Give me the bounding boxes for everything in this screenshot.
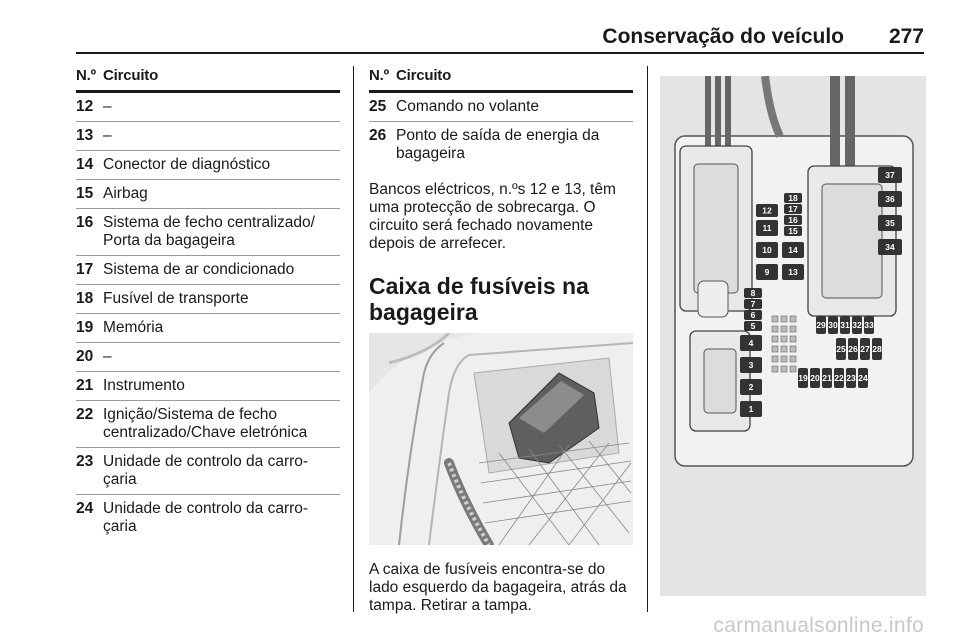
watermark: carmanualsonline.info — [713, 614, 924, 637]
circuit-name: Ignição/Sistema de fecho centralizado/Chave eletrónica — [103, 406, 308, 441]
fuse-label: 15 — [788, 226, 798, 236]
fuse-label: 34 — [885, 242, 895, 252]
fuse-label: 9 — [764, 267, 770, 277]
fuse-label: 1 — [748, 404, 754, 414]
connector-pin — [790, 356, 796, 362]
fuse-label: 37 — [885, 170, 895, 180]
circuit-name: Conector de diagnóstico — [103, 156, 271, 173]
connector-pin — [790, 326, 796, 332]
connector-pin — [772, 366, 778, 372]
connector-pin — [781, 326, 787, 332]
fuse-label: 27 — [860, 344, 870, 354]
connector-pin — [781, 316, 787, 322]
fuse-number: 26 — [369, 127, 387, 144]
column-header-number: N.º — [76, 66, 96, 84]
circuit-name: – — [103, 348, 112, 365]
fuse-label: 2 — [748, 382, 754, 392]
fuse-label: 6 — [750, 310, 756, 320]
fuse-number: 15 — [76, 185, 94, 202]
content-column — [369, 60, 633, 615]
circuit-name: Comando no volante — [396, 98, 540, 115]
fuse-label: 28 — [872, 344, 882, 354]
fuse-number: 14 — [76, 156, 94, 173]
circuit-name: Unidade de controlo da carro- çaria — [103, 500, 309, 535]
table-row — [76, 122, 340, 151]
table-row — [369, 122, 633, 168]
fusebox-diagram — [660, 76, 926, 596]
fuse-label: 12 — [762, 205, 772, 216]
table-row — [369, 93, 633, 122]
relay-cover — [694, 164, 738, 293]
fuse-label: 20 — [810, 373, 820, 383]
fuse-number: 22 — [76, 406, 94, 423]
table-header — [369, 60, 633, 93]
connector-pin — [790, 346, 796, 352]
table-row — [76, 401, 340, 448]
fuse-number: 23 — [76, 453, 94, 470]
table-row — [76, 256, 340, 285]
connector-pin — [772, 326, 778, 332]
table-row — [76, 180, 340, 209]
fuse-label: 22 — [834, 373, 844, 383]
connector-pin — [790, 366, 796, 372]
overload-note: Bancos eléctricos, n.ºs 12 e 13, têm uma protecção de sobrecarga. O circuito será fechado novamente depois de arrefecer. — [369, 181, 616, 252]
connector-pin — [772, 316, 778, 322]
fuse-label: 35 — [885, 218, 895, 228]
table-row — [76, 343, 340, 372]
fuse-number: 24 — [76, 500, 94, 517]
table-row — [76, 93, 340, 122]
circuit-name: Ponto de saída de energia da bagageira — [396, 127, 600, 162]
connector-pin — [772, 346, 778, 352]
fuse-label: 29 — [816, 320, 826, 330]
table-row — [76, 209, 340, 256]
fuse-label: 26 — [848, 344, 858, 354]
fuse-label: 31 — [840, 320, 850, 330]
fuse-label: 7 — [750, 299, 756, 309]
connector-pin — [781, 356, 787, 362]
cable-bundle — [708, 76, 728, 146]
circuit-name: Airbag — [103, 185, 148, 202]
fuse-number: 19 — [76, 319, 94, 336]
fuse-label: 23 — [846, 373, 856, 383]
fuse-label: 4 — [748, 338, 754, 348]
connector-pin — [772, 336, 778, 342]
fuse-number: 25 — [369, 98, 387, 115]
table-row — [76, 151, 340, 180]
connector-pin — [790, 316, 796, 322]
fuse-label: 18 — [788, 193, 798, 203]
column-divider — [353, 66, 354, 612]
fuse-label: 5 — [750, 321, 756, 331]
fuse-label: 21 — [822, 373, 832, 383]
connector-pin — [781, 346, 787, 352]
circuit-name: Instrumento — [103, 377, 185, 394]
fuse-number: 18 — [76, 290, 94, 307]
fuse-label: 36 — [885, 194, 895, 204]
relay-cover — [704, 349, 736, 413]
circuit-name: – — [103, 127, 112, 144]
fuse-label: 10 — [762, 245, 772, 255]
connector-pin — [781, 366, 787, 372]
table-rows — [76, 93, 340, 541]
column-header-circuit: Circuito — [103, 66, 159, 84]
fuse-label: 25 — [836, 344, 846, 354]
fuse-label: 17 — [788, 204, 798, 214]
fuse-label: 32 — [852, 320, 862, 330]
fuse-label: 19 — [798, 373, 808, 383]
circuit-name: Sistema de fecho centralizado/ Porta da bagageira — [103, 214, 315, 249]
fuse-label: 33 — [864, 320, 874, 330]
table-row — [76, 448, 340, 495]
connector-pin — [790, 336, 796, 342]
column-header-circuit: Circuito — [396, 66, 452, 84]
page-title: Conservação do veículo — [602, 25, 844, 48]
trunk-fusebox-illustration — [369, 333, 633, 545]
circuit-name: Fusível de transporte — [103, 290, 249, 307]
circuit-name: Unidade de controlo da carro- çaria — [103, 453, 309, 488]
fuse-label: 11 — [762, 223, 772, 233]
fuse-label: 16 — [788, 215, 798, 225]
circuit-name: Sistema de ar condicionado — [103, 261, 295, 278]
section-heading: Caixa de fusíveis na bagageira — [369, 273, 589, 325]
table-header — [76, 60, 340, 93]
connector-pin — [772, 356, 778, 362]
fuse-number: 17 — [76, 261, 94, 278]
fuse-label: 3 — [748, 360, 754, 370]
column-divider — [647, 66, 648, 612]
table-row — [76, 495, 340, 541]
fuse-label: 14 — [788, 245, 798, 255]
table-row — [76, 372, 340, 401]
fuse-label: 8 — [750, 288, 756, 298]
table-row — [76, 314, 340, 343]
page-header — [76, 0, 924, 54]
fuse-label: 13 — [788, 267, 798, 277]
fuse-number: 16 — [76, 214, 94, 231]
location-description: A caixa de fusíveis encontra-se do lado esquerdo da bagageira, atrás da tampa. Retirar a tampa. — [369, 561, 627, 614]
table-rows — [369, 93, 633, 168]
column-header-number: N.º — [369, 66, 389, 84]
fuse-number: 12 — [76, 98, 94, 115]
table-row — [76, 285, 340, 314]
page-number: 277 — [888, 25, 924, 48]
circuit-name: – — [103, 98, 112, 115]
fuse-number: 13 — [76, 127, 94, 144]
fuse-label: 30 — [828, 320, 838, 330]
fuse-number: 21 — [76, 377, 94, 394]
fuse-number: 20 — [76, 348, 94, 365]
connector — [698, 281, 728, 317]
relay-cover — [822, 184, 882, 298]
circuit-name: Memória — [103, 319, 164, 336]
connector-pin — [781, 336, 787, 342]
fuse-label: 24 — [858, 373, 868, 383]
fuse-table-left — [76, 60, 340, 541]
